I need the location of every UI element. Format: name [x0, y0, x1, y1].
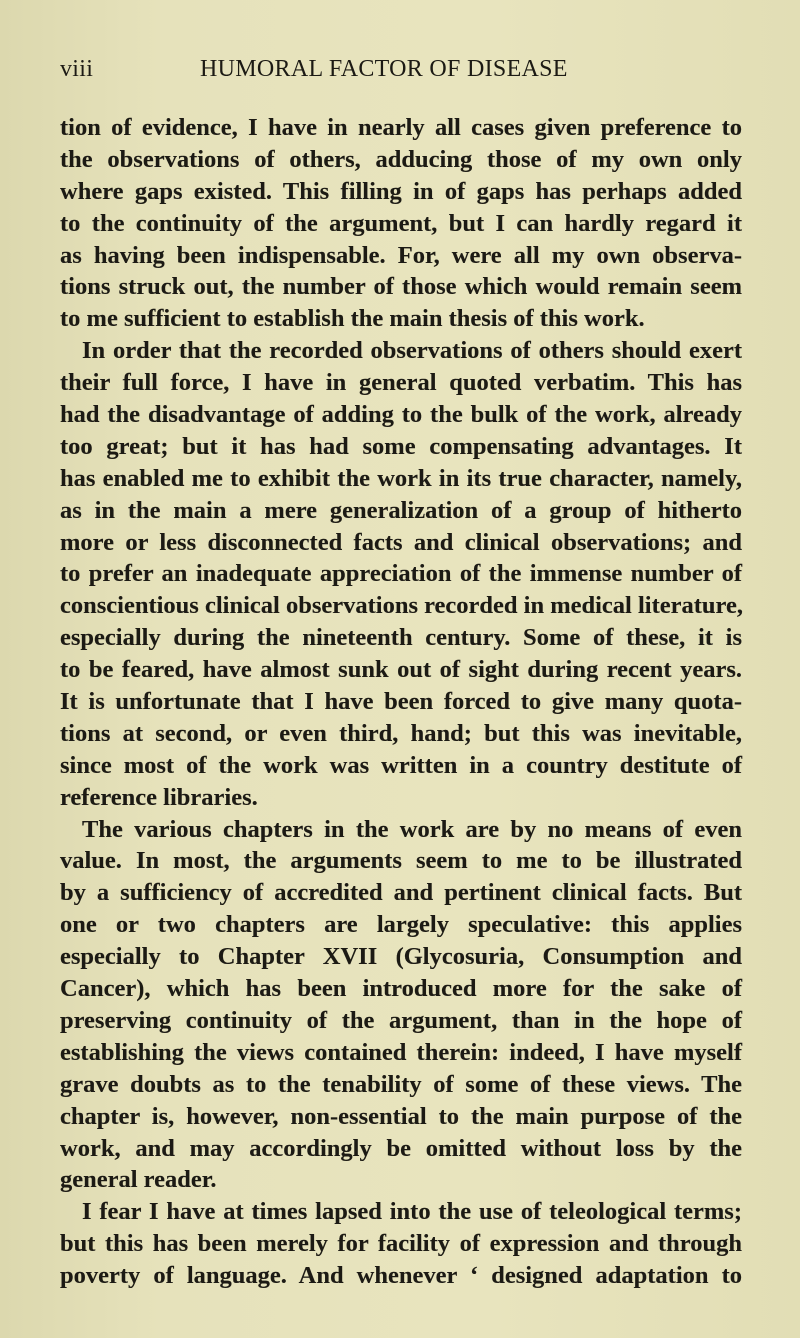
- text-line: preserving continuity of the argument, than in the hope of: [60, 1006, 742, 1034]
- text-line: to me sufficient to establish the main thesis of this work.: [60, 305, 645, 333]
- text-line: too great; but it has had some compensating advantages. It: [60, 432, 742, 460]
- text-line: general reader.: [60, 1166, 217, 1194]
- text-line: to prefer an inadequate appreciation of the immense number of: [60, 560, 742, 588]
- text-line: their full force, I have in general quoted verbatim. This has: [60, 369, 742, 397]
- text-line: tions struck out, the number of those which would remain seem: [60, 273, 742, 301]
- text-line: work, and may accordingly be omitted without loss by the: [60, 1134, 742, 1162]
- text-line: In order that the recorded observations of others should exert: [82, 337, 742, 365]
- text-line: reference libraries.: [60, 783, 258, 811]
- text-line: more or less disconnected facts and clinical observations; and: [60, 528, 742, 556]
- text-line: I fear I have at times lapsed into the use of teleological terms;: [82, 1198, 742, 1226]
- text-line: tion of evidence, I have in nearly all cases given preference to: [60, 114, 742, 141]
- text-line: has enabled me to exhibit the work in its true character, namely,: [60, 464, 742, 492]
- page-number: viii: [60, 56, 94, 82]
- text-line: one or two chapters are largely speculative: this applies: [60, 911, 742, 939]
- text-line: to the continuity of the argument, but I can hardly regard it: [60, 209, 742, 237]
- text-line: establishing the views contained therein: indeed, I have myself: [60, 1038, 742, 1066]
- text-line: chapter is, however, non-essential to the main purpose of the: [60, 1102, 742, 1130]
- text-line: It is unfortunate that I have been forced to give many quota-: [60, 688, 742, 716]
- text-line: especially to Chapter XVII (Glycosuria, Consumption and: [60, 943, 742, 971]
- text-line: grave doubts as to the tenability of some of these views. The: [60, 1070, 742, 1098]
- text-line: the observations of others, adducing those of my own only: [60, 145, 742, 173]
- text-line: where gaps existed. This filling in of gaps has perhaps added: [60, 177, 742, 205]
- text-line: as in the main a mere generalization of a group of hitherto: [60, 496, 742, 524]
- body-text: [60, 112, 742, 1292]
- text-line: especially during the nineteenth century. Some of these, it is: [60, 624, 742, 652]
- text-line: poverty of language. And whenever ‘ designed adaptation to: [60, 1262, 742, 1290]
- running-title: HUMORAL FACTOR OF DISEASE: [200, 56, 568, 82]
- text-line: but this has been merely for facility of expression and through: [60, 1230, 742, 1258]
- text-line: conscientious clinical observations recorded in medical literature,: [60, 592, 743, 620]
- text-line: Cancer), which has been introduced more for the sake of: [60, 975, 742, 1003]
- text-line: The various chapters in the work are by no means of even: [82, 815, 742, 843]
- running-header: [60, 56, 742, 92]
- text-line: by a sufficiency of accredited and pertinent clinical facts. But: [60, 879, 742, 907]
- text-line: had the disadvantage of adding to the bulk of the work, already: [60, 401, 742, 429]
- text-line: to be feared, have almost sunk out of sight during recent years.: [60, 656, 742, 684]
- text-line: value. In most, the arguments seem to me to be illustrated: [60, 847, 742, 875]
- text-line: as having been indispensable. For, were all my own observa-: [60, 241, 742, 269]
- text-line: since most of the work was written in a country destitute of: [60, 751, 742, 779]
- text-line: tions at second, or even third, hand; but this was inevitable,: [60, 719, 742, 747]
